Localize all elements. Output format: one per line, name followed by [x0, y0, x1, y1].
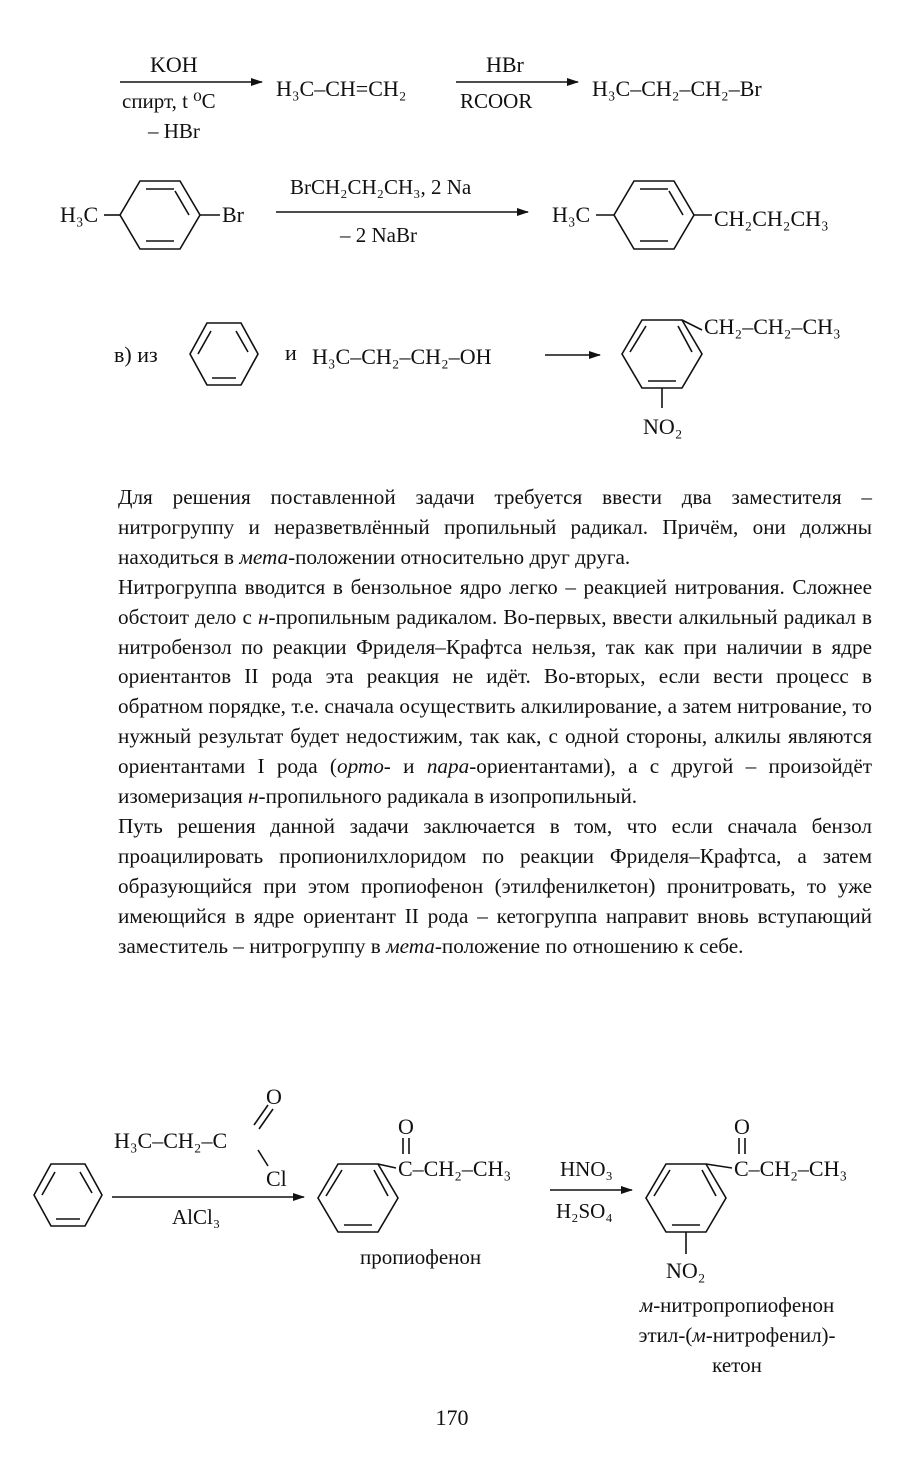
reagent-peroxide: RCOOR — [460, 89, 533, 113]
paragraph-1 — [118, 483, 872, 573]
benzene-ring-start — [190, 323, 258, 385]
name3-b: -нитрофенил)- — [705, 1323, 836, 1347]
propene-formula: H₃C–CH=CH₂ — [276, 76, 407, 101]
product-oxygen: O — [734, 1114, 750, 1139]
p3-em: мета — [386, 933, 435, 958]
propyl-chain-target: CH₂–CH₂–CH₃ — [704, 314, 841, 339]
task-v-scheme — [114, 314, 841, 439]
acyl-chlorine: Cl — [266, 1166, 287, 1191]
page-number: 170 — [435, 1405, 469, 1430]
ketone-chain: C–CH₂–CH₃ — [398, 1156, 512, 1181]
propanol-formula: H₃C–CH₂–CH₂–OH — [312, 344, 492, 369]
name3-a: этил-( — [638, 1323, 693, 1347]
benzene-ring-propyltoluene — [614, 181, 694, 249]
product-chain: C–CH₂–CH₃ — [734, 1156, 848, 1181]
bromine: Br — [222, 202, 244, 227]
p3-b: -положение по отношению к себе. — [434, 933, 744, 958]
reagent-solvent: спирт, t ⁰C — [122, 89, 216, 113]
benzene-ring-bromotoluene — [120, 181, 200, 249]
product-name-line2 — [592, 1320, 882, 1350]
reagent-minus-nabr: – 2 NaBr — [340, 223, 417, 247]
p1-end: -положении относительно друг друга. — [288, 544, 631, 569]
explanation-text — [118, 483, 872, 962]
paragraph-2 — [118, 573, 872, 812]
nitro-group-target: NO₂ — [643, 414, 683, 439]
p2-em2: орто- — [337, 754, 391, 779]
p2-em4: н — [248, 784, 259, 809]
p2-b: -пропильным радикалом. Во-первых, ввести алкильный радикал в нитробензол по реакции Фриделя–Крафтса нельзя, так как при наличии в ядре ориентантов II рода эта реакция не идёт. Во-вторых, если вести процесс в обратном порядке, т.е. сначала осуществить алкилирование, а затем нитрование, то нужный результат будет недостижим, так как, с одной стороны, алкилы являются ориентантами I рода ( — [118, 604, 872, 779]
benzene-ring-nitropropiophenone — [646, 1164, 726, 1232]
right-methyl: H₃C — [552, 202, 591, 227]
p2-c: и — [390, 754, 427, 779]
conjunction-and: и — [285, 340, 297, 365]
reagent-minus-hbr: – HBr — [148, 119, 200, 143]
product-name-block — [592, 1290, 882, 1380]
acyl-chain: H₃C–CH₂–C — [114, 1128, 228, 1153]
benzene-ring-propiophenone — [318, 1164, 398, 1232]
catalyst-alcl3: AlCl₃ — [172, 1205, 221, 1229]
product-name-line1 — [592, 1290, 882, 1320]
reagent-bromopropane-na: BrCH₂CH₂CH₃, 2 Na — [290, 175, 472, 199]
bond — [259, 1109, 273, 1129]
name3-em: м — [692, 1323, 706, 1347]
reagent-hbr: HBr — [486, 52, 524, 77]
benzene-ring-bottom-start — [34, 1164, 102, 1226]
name2-em: м — [639, 1293, 654, 1317]
name2: -нитропропиофенон — [653, 1293, 835, 1317]
p2-em3: пара — [426, 754, 470, 779]
propiophenone-name: пропиофенон — [360, 1245, 482, 1269]
bond — [258, 1150, 268, 1166]
p3-a: Путь решения данной задачи заключается в том, что если сначала бензол проацилировать пропионилхлоридом по реакции Фриделя–Крафтса, а затем образующийся при этом пропиофенон (этилфенилкетон) пронитровать, то уже имеющийся в ядре ориентант II рода – кетогруппа направит вновь вступающий заместитель – нитрогруппу в — [118, 813, 872, 958]
reagent-h2so4: H₂SO₄ — [556, 1199, 613, 1223]
bromopropane-formula: H₃C–CH₂–CH₂–Br — [592, 76, 762, 101]
acyl-oxygen: O — [266, 1084, 282, 1109]
p1-text: Для решения поставленной задачи требуется ввести два заместителя – нитрогруппу и неразветвлённый пропильный радикал. Причём, они должны находиться в — [118, 485, 872, 569]
paragraph-3 — [118, 812, 872, 962]
bond — [706, 1164, 732, 1168]
reagent-koh: KOH — [150, 52, 198, 77]
scheme-elimination-addition — [120, 52, 762, 143]
p2-d: -ориентантами), а с другой – произойдёт изомеризация — [118, 754, 872, 809]
scheme-acylation-nitration — [34, 1084, 847, 1283]
product-name-line3: кетон — [712, 1353, 762, 1377]
benzene-ring-target — [622, 320, 702, 388]
left-methyl: H₃C — [60, 202, 99, 227]
p2-em1: н — [258, 604, 269, 629]
task-label: в) из — [114, 342, 158, 367]
product-nitro: NO₂ — [666, 1258, 706, 1283]
p1-emphasis: мета — [239, 544, 289, 569]
p2-e: -пропильного радикала в изопропильный. — [258, 784, 638, 809]
ketone-oxygen: O — [398, 1114, 414, 1139]
p2-a: Нитрогруппа вводится в бензольное ядро легко – реакцией нитрования. Сложнее обстоит дело с — [118, 574, 872, 629]
scheme-wurtz-fittig — [60, 175, 829, 249]
propyl-chain: CH₂CH₂CH₃ — [714, 206, 829, 231]
reagent-hno3: HNO₃ — [560, 1157, 613, 1181]
